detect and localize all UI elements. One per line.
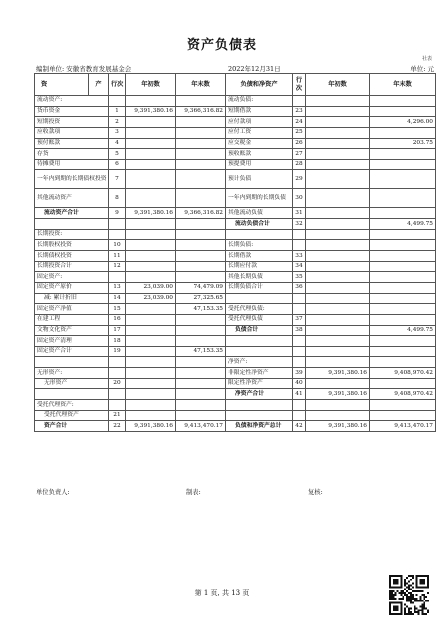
asset-opening: 23,039.00 [126, 293, 176, 304]
report-date: 2022年12月31日 [228, 65, 281, 73]
liability-closing [370, 170, 436, 189]
liability-closing [370, 208, 436, 219]
asset-line-no [109, 368, 126, 379]
asset-item: 存货 [35, 149, 109, 160]
table-row [35, 325, 436, 336]
liability-opening [306, 336, 370, 347]
liability-opening: 9,391,380.16 [306, 389, 370, 400]
asset-opening [126, 240, 176, 251]
liability-closing [370, 282, 436, 293]
liability-item: 短期借款 [226, 106, 293, 117]
liability-line-no [293, 336, 306, 347]
liability-opening [306, 325, 370, 336]
liability-item [226, 400, 293, 411]
asset-opening: 23,039.00 [126, 282, 176, 293]
liability-opening [306, 208, 370, 219]
table-row [35, 368, 436, 379]
liability-line-no: 24 [293, 117, 306, 128]
asset-closing: 74,479.09 [176, 282, 226, 293]
asset-line-no [109, 229, 126, 240]
asset-closing [176, 149, 226, 160]
table-row [35, 421, 436, 432]
asset-line-no [109, 96, 126, 107]
asset-line-no: 20 [109, 378, 126, 389]
liability-closing [370, 304, 436, 315]
qr-code-icon [389, 575, 429, 615]
asset-item: 资产合计 [35, 421, 109, 432]
liability-opening [306, 229, 370, 240]
liability-opening [306, 357, 370, 368]
asset-closing [176, 159, 226, 170]
asset-line-no [109, 219, 126, 230]
liability-closing [370, 357, 436, 368]
asset-item: 其他流动资产 [35, 189, 109, 208]
liability-closing: 4,499.75 [370, 219, 436, 230]
table-header-row [35, 74, 436, 96]
asset-line-no: 13 [109, 282, 126, 293]
asset-closing [176, 325, 226, 336]
asset-line-no: 17 [109, 325, 126, 336]
table-row [35, 96, 436, 107]
table-row [35, 170, 436, 189]
asset-item: 长期债权投资 [35, 251, 109, 262]
asset-line-no: 15 [109, 304, 126, 315]
liability-closing [370, 229, 436, 240]
liability-item: 预计负债 [226, 170, 293, 189]
asset-closing [176, 378, 226, 389]
asset-closing: 9,366,316.82 [176, 106, 226, 117]
liability-item: 其他长期负债 [226, 272, 293, 283]
liability-opening [306, 400, 370, 411]
table-row [35, 378, 436, 389]
asset-line-no: 5 [109, 149, 126, 160]
asset-line-no: 8 [109, 189, 126, 208]
asset-item: 无形资产 [35, 378, 109, 389]
liability-opening [306, 219, 370, 230]
liability-line-no: 34 [293, 261, 306, 272]
liability-line-no [293, 410, 306, 421]
asset-line-no: 21 [109, 410, 126, 421]
asset-opening [126, 138, 176, 149]
asset-item: 受托代理资产: [35, 400, 109, 411]
header-assets-2: 产 [89, 74, 109, 96]
liability-item [226, 410, 293, 421]
liability-line-no: 30 [293, 189, 306, 208]
asset-closing [176, 189, 226, 208]
table-row [35, 240, 436, 251]
asset-item: 流动资产合计 [35, 208, 109, 219]
table-row [35, 106, 436, 117]
asset-item [35, 219, 109, 230]
liability-opening [306, 127, 370, 138]
liability-opening [306, 106, 370, 117]
liability-line-no: 29 [293, 170, 306, 189]
table-row [35, 251, 436, 262]
table-row [35, 272, 436, 283]
asset-opening [126, 346, 176, 357]
liability-closing [370, 346, 436, 357]
asset-closing [176, 240, 226, 251]
asset-line-no: 19 [109, 346, 126, 357]
asset-closing: 47,153.35 [176, 304, 226, 315]
liability-opening: 9,391,380.16 [306, 421, 370, 432]
asset-line-no [109, 357, 126, 368]
asset-item: 长期股权投资 [35, 240, 109, 251]
liability-opening [306, 170, 370, 189]
table-row [35, 304, 436, 315]
table-row [35, 261, 436, 272]
preparer-signature-label: 制表: [186, 489, 201, 496]
table-row [35, 293, 436, 304]
asset-opening [126, 357, 176, 368]
liability-item: 应付款项 [226, 117, 293, 128]
liability-closing: 4,499.75 [370, 325, 436, 336]
liability-line-no: 32 [293, 219, 306, 230]
liability-item: 应付工资 [226, 127, 293, 138]
header-opening: 年初数 [126, 74, 176, 96]
asset-closing [176, 314, 226, 325]
liability-item: 负债和净资产总计 [226, 421, 293, 432]
liability-line-no: 40 [293, 378, 306, 389]
liability-line-no: 42 [293, 421, 306, 432]
asset-opening [126, 410, 176, 421]
header-closing-2: 年末数 [370, 74, 436, 96]
table-row [35, 189, 436, 208]
liability-closing [370, 400, 436, 411]
liability-line-no: 41 [293, 389, 306, 400]
liability-opening [306, 96, 370, 107]
asset-opening [126, 96, 176, 107]
asset-item: 固定资产合计 [35, 346, 109, 357]
liability-closing: 203.75 [370, 138, 436, 149]
leader-signature-label: 单位负责人: [36, 489, 70, 496]
liability-closing: 9,408,970.42 [370, 368, 436, 379]
asset-closing [176, 219, 226, 230]
asset-item: 预付账款 [35, 138, 109, 149]
asset-item: 文物文化资产 [35, 325, 109, 336]
liability-closing [370, 159, 436, 170]
table-row [35, 138, 436, 149]
liability-item [226, 229, 293, 240]
header-liabilities: 负债和净资产 [226, 74, 293, 96]
liability-item [226, 336, 293, 347]
asset-closing [176, 96, 226, 107]
liability-item: 长期负债合计 [226, 282, 293, 293]
table-row [35, 149, 436, 160]
header-closing: 年末数 [176, 74, 226, 96]
liability-item: 应交税金 [226, 138, 293, 149]
liability-item: 一年内到期的长期负债 [226, 189, 293, 208]
header-opening-2: 年初数 [306, 74, 370, 96]
liability-opening: 9,391,380.16 [306, 368, 370, 379]
asset-opening [126, 229, 176, 240]
asset-opening [126, 251, 176, 262]
asset-opening [126, 127, 176, 138]
liability-item: 受托代理负债 [226, 314, 293, 325]
liability-closing [370, 251, 436, 262]
asset-closing [176, 357, 226, 368]
liability-line-no [293, 346, 306, 357]
asset-opening [126, 219, 176, 230]
liability-closing [370, 261, 436, 272]
liability-line-no [293, 357, 306, 368]
liability-line-no [293, 293, 306, 304]
asset-opening [126, 336, 176, 347]
asset-item: 在建工程 [35, 314, 109, 325]
asset-closing [176, 170, 226, 189]
asset-closing [176, 336, 226, 347]
organization-label: 编制单位: 安徽省教育发展基金会 [36, 65, 132, 73]
balance-sheet-table [34, 73, 436, 432]
liability-line-no: 31 [293, 208, 306, 219]
asset-opening [126, 159, 176, 170]
liability-item: 预收账款 [226, 149, 293, 160]
liability-item: 非限定性净资产 [226, 368, 293, 379]
liability-opening [306, 189, 370, 208]
liability-line-no: 28 [293, 159, 306, 170]
liability-item: 流动负债合计 [226, 219, 293, 230]
asset-item: 固定资产清理 [35, 336, 109, 347]
asset-item: 应收款项 [35, 127, 109, 138]
asset-closing [176, 389, 226, 400]
asset-line-no [109, 389, 126, 400]
liability-closing [370, 272, 436, 283]
asset-opening [126, 400, 176, 411]
liability-item: 流动负债: [226, 96, 293, 107]
asset-opening: 9,391,380.16 [126, 208, 176, 219]
liability-opening [306, 314, 370, 325]
table-row [35, 400, 436, 411]
asset-line-no [109, 272, 126, 283]
asset-item: 长期投资: [35, 229, 109, 240]
asset-opening [126, 378, 176, 389]
table-row [35, 229, 436, 240]
asset-item: 待摊费用 [35, 159, 109, 170]
liability-closing [370, 293, 436, 304]
asset-item: 固定资产: [35, 272, 109, 283]
asset-line-no: 14 [109, 293, 126, 304]
liability-opening [306, 282, 370, 293]
liability-item: 净资产: [226, 357, 293, 368]
liability-line-no: 25 [293, 127, 306, 138]
liability-opening [306, 251, 370, 262]
liability-item: 负债合计 [226, 325, 293, 336]
asset-line-no: 10 [109, 240, 126, 251]
table-row [35, 410, 436, 421]
liability-line-no: 27 [293, 149, 306, 160]
asset-line-no: 4 [109, 138, 126, 149]
liability-closing [370, 314, 436, 325]
table-row [35, 117, 436, 128]
liability-item: 长期应付款 [226, 261, 293, 272]
liability-closing [370, 106, 436, 117]
reviewer-signature-label: 复核: [308, 489, 323, 496]
liability-line-no [293, 96, 306, 107]
asset-line-no: 11 [109, 251, 126, 262]
table-row [35, 314, 436, 325]
liability-item: 长期负债: [226, 240, 293, 251]
asset-line-no: 16 [109, 314, 126, 325]
header-line-no: 行次 [109, 74, 126, 96]
liability-closing: 4,296.00 [370, 117, 436, 128]
asset-item: 无形资产: [35, 368, 109, 379]
header-assets: 资 [35, 74, 89, 96]
liability-opening [306, 293, 370, 304]
liability-opening [306, 304, 370, 315]
table-row [35, 357, 436, 368]
liability-opening [306, 378, 370, 389]
liability-item: 限定性净资产 [226, 378, 293, 389]
asset-opening [126, 314, 176, 325]
asset-opening [126, 272, 176, 283]
currency-unit: 单位: 元 [410, 65, 434, 73]
asset-opening: 9,391,380.16 [126, 421, 176, 432]
liability-line-no [293, 400, 306, 411]
liability-line-no [293, 229, 306, 240]
liability-line-no [293, 240, 306, 251]
liability-item: 其他流动负债 [226, 208, 293, 219]
liability-opening [306, 410, 370, 421]
asset-item: 受托代理资产 [35, 410, 109, 421]
asset-line-no: 18 [109, 336, 126, 347]
table-row [35, 346, 436, 357]
asset-closing [176, 127, 226, 138]
asset-item [35, 389, 109, 400]
table-row [35, 159, 436, 170]
liability-line-no: 33 [293, 251, 306, 262]
liability-item: 预提费用 [226, 159, 293, 170]
table-row [35, 208, 436, 219]
table-row [35, 389, 436, 400]
liability-opening [306, 272, 370, 283]
liability-item: 长期借款 [226, 251, 293, 262]
asset-item: 固定资产净值 [35, 304, 109, 315]
liability-item [226, 293, 293, 304]
asset-closing [176, 368, 226, 379]
asset-opening [126, 261, 176, 272]
liability-opening [306, 159, 370, 170]
asset-opening [126, 325, 176, 336]
asset-opening [126, 189, 176, 208]
asset-line-no: 6 [109, 159, 126, 170]
asset-closing [176, 138, 226, 149]
asset-item: 固定资产原价 [35, 282, 109, 293]
liability-line-no: 36 [293, 282, 306, 293]
asset-closing: 9,366,316.82 [176, 208, 226, 219]
liability-opening [306, 261, 370, 272]
liability-line-no [293, 304, 306, 315]
table-row [35, 336, 436, 347]
liability-closing [370, 127, 436, 138]
asset-closing [176, 410, 226, 421]
liability-line-no: 37 [293, 314, 306, 325]
asset-line-no: 7 [109, 170, 126, 189]
liability-opening [306, 240, 370, 251]
asset-opening: 9,391,380.16 [126, 106, 176, 117]
asset-opening [126, 170, 176, 189]
asset-opening [126, 117, 176, 128]
asset-item: 流动资产: [35, 96, 109, 107]
liability-opening [306, 346, 370, 357]
page-indicator: 第 1 页, 共 13 页 [194, 589, 250, 597]
asset-line-no: 9 [109, 208, 126, 219]
liability-closing [370, 149, 436, 160]
asset-closing [176, 400, 226, 411]
asset-closing: 9,413,470.17 [176, 421, 226, 432]
liability-opening [306, 138, 370, 149]
asset-closing [176, 251, 226, 262]
asset-opening [126, 149, 176, 160]
liability-item: 受托代理负债: [226, 304, 293, 315]
liability-closing [370, 189, 436, 208]
liability-closing [370, 336, 436, 347]
asset-closing [176, 272, 226, 283]
liability-closing [370, 96, 436, 107]
asset-line-no: 2 [109, 117, 126, 128]
liability-line-no: 35 [293, 272, 306, 283]
liability-opening [306, 117, 370, 128]
asset-item [35, 357, 109, 368]
asset-opening [126, 389, 176, 400]
asset-item: 长期投资合计 [35, 261, 109, 272]
asset-closing: 27,325.65 [176, 293, 226, 304]
liability-item: 净资产合计 [226, 389, 293, 400]
asset-closing [176, 117, 226, 128]
liability-opening [306, 149, 370, 160]
report-title: 资产负债表 [186, 38, 257, 53]
asset-line-no: 12 [109, 261, 126, 272]
liability-closing [370, 378, 436, 389]
liability-line-no: 39 [293, 368, 306, 379]
asset-closing [176, 229, 226, 240]
asset-closing [176, 261, 226, 272]
asset-item: 短期投资 [35, 117, 109, 128]
asset-opening [126, 368, 176, 379]
liability-line-no: 26 [293, 138, 306, 149]
liability-line-no: 38 [293, 325, 306, 336]
liability-item [226, 346, 293, 357]
asset-line-no [109, 400, 126, 411]
asset-opening [126, 304, 176, 315]
liability-closing: 9,413,470.17 [370, 421, 436, 432]
asset-item: 一年内到期的长期债权投资 [35, 170, 109, 189]
table-row [35, 127, 436, 138]
table-row [35, 282, 436, 293]
asset-line-no: 22 [109, 421, 126, 432]
header-line-no-2: 行次 [293, 74, 306, 96]
liability-closing [370, 410, 436, 421]
liability-closing: 9,408,970.42 [370, 389, 436, 400]
liability-closing [370, 240, 436, 251]
liability-line-no: 23 [293, 106, 306, 117]
asset-line-no: 1 [109, 106, 126, 117]
form-code: 社表 [421, 56, 432, 62]
table-row [35, 219, 436, 230]
asset-closing: 47,153.35 [176, 346, 226, 357]
asset-line-no: 3 [109, 127, 126, 138]
asset-item: 减: 累计折旧 [35, 293, 109, 304]
asset-item: 货币资金 [35, 106, 109, 117]
